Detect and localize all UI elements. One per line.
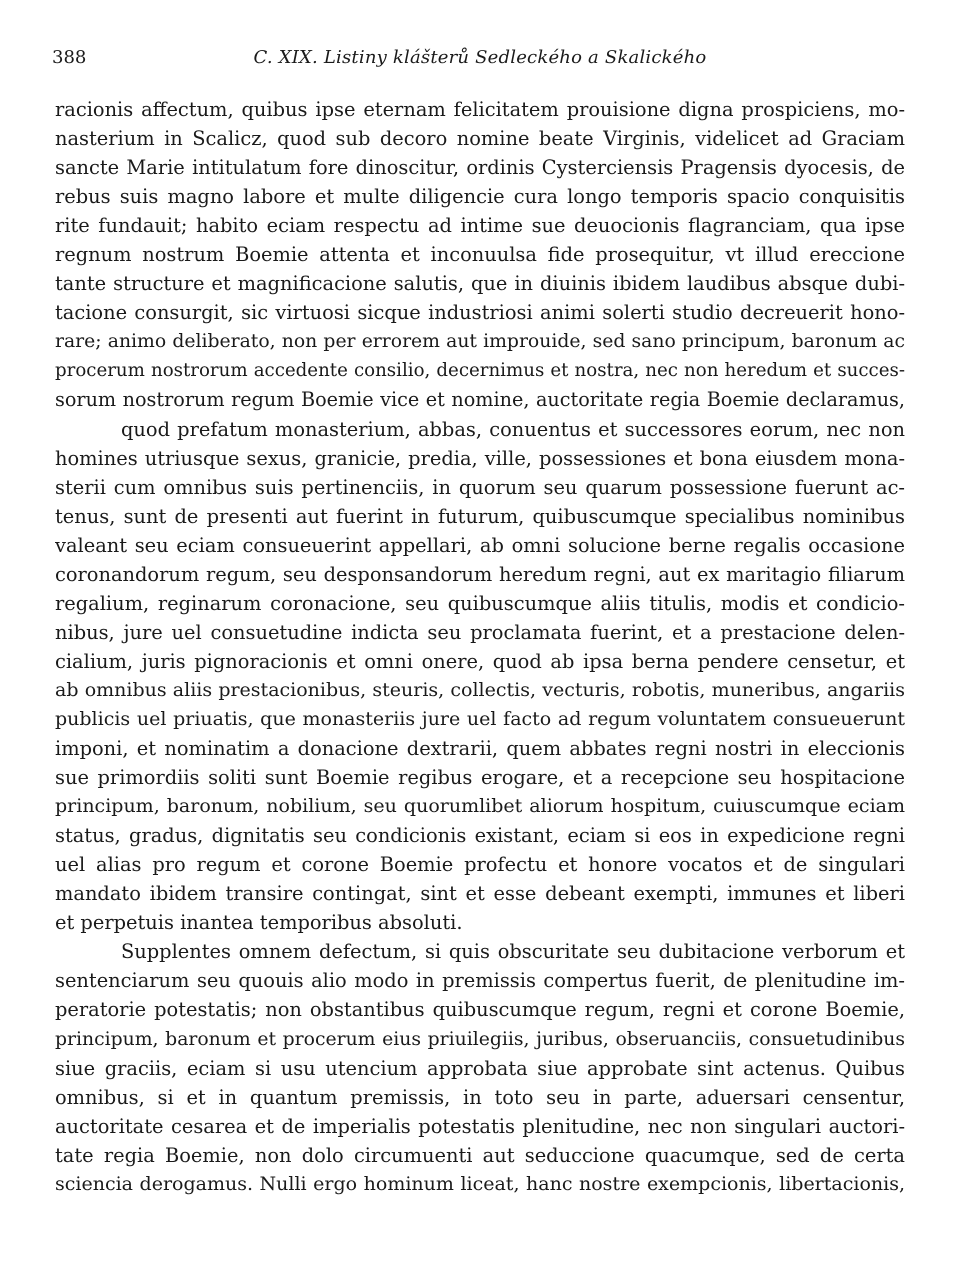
text-line: cialium, juris pignoracionis et omni onere, quod ab ipsa berna pendere censetur, et bbox=[55, 649, 905, 673]
text-line: Supplentes omnem defectum, si quis obscuritate seu dubitacione verborum et bbox=[121, 940, 905, 964]
text-line: tacione consurgit, sic virtuosi sicque industriosi animi solerti studio decreuerit hono- bbox=[55, 301, 905, 325]
text-line: auctoritate cesarea et de imperialis potestatis plenitudine, nec non singulari auctori- bbox=[55, 1114, 905, 1138]
text-line: tenus, sunt de presenti aut fuerint in futurum, quibuscumque specialibus nominibus bbox=[55, 504, 905, 528]
text-line: nasterium in Scalicz, quod sub decoro nomine beate Virginis, videlicet ad Graciam bbox=[55, 127, 905, 151]
text-line: tate regia Boemie, non dolo circumuenti aut seduccione quacumque, sed de certa bbox=[55, 1143, 905, 1167]
body-text bbox=[55, 95, 905, 1199]
text-line: imponi, et nominatim a donacione dextrarii, quem abbates regni nostri in eleccionis bbox=[55, 737, 905, 761]
text-line: quod prefatum monasterium, abbas, conuentus et successores eorum, nec non bbox=[121, 417, 905, 441]
text-line: rare; animo deliberato, non per errorem aut improuide, sed sano principum, baronum ac bbox=[55, 331, 905, 353]
text-line: valeant seu eciam consueuerint appellari, ab omni solucione berne regalis occasione bbox=[55, 533, 905, 557]
text-line: uel alias pro regum et corone Boemie profectu et honore vocatos et de singulari bbox=[55, 853, 905, 877]
text-line: omnibus, si et in quantum premissis, in toto seu in parte, aduersari censentur, bbox=[55, 1085, 905, 1109]
text-line: sciencia derogamus. Nulli ergo hominum liceat, hanc nostre exempcionis, libertacionis, bbox=[55, 1172, 905, 1195]
text-line: sue primordiis soliti sunt Boemie regibus erogare, et a recepcione seu hospitacione bbox=[55, 766, 905, 790]
text-line: mandato ibidem transire contingat, sint et esse debeant exempti, immunes et liberi bbox=[55, 882, 905, 906]
text-line: rite fundauit; habito eciam respectu ad intime sue deuocionis flagranciam, qua ipse bbox=[55, 214, 905, 238]
text-line: principum, baronum, nobilium, seu quorumlibet aliorum hospitum, cuiuscumque eciam bbox=[55, 795, 905, 818]
text-line: sorum nostrorum regum Boemie vice et nomine, auctoritate regia Boemie declaramus, bbox=[55, 388, 905, 412]
text-line: publicis uel priuatis, que monasteriis jure uel facto ad regum voluntatem consueuerunt bbox=[55, 707, 905, 730]
text-line: coronandorum regum, seu desponsandorum heredum regni, aut ex maritagio filiarum bbox=[55, 562, 905, 586]
text-line: siue graciis, eciam si usu utencium approbata siue approbate sint actenus. Quibus bbox=[55, 1056, 905, 1080]
text-line: sancte Marie intitulatum fore dinoscitur, ordinis Cysterciensis Pragensis dyocesis, de bbox=[55, 156, 905, 180]
text-line: et perpetuis inantea temporibus absoluti. bbox=[55, 911, 463, 935]
text-line: principum, baronum et procerum eius priuilegiis, juribus, obseruanciis, consuetudinibus bbox=[55, 1028, 905, 1050]
text-line: nibus, jure uel consuetudine indicta seu proclamata fuerint, et a prestacione delen- bbox=[55, 620, 905, 644]
text-line: procerum nostrorum accedente consilio, decernimus et nostra, nec non heredum et succes- bbox=[55, 360, 905, 382]
text-line: ab omnibus aliis prestacionibus, steuris, collectis, vecturis, robotis, muneribus, angariis bbox=[55, 678, 905, 701]
running-title: C. XIX. Listiny klášterů Sedleckého a Skalického bbox=[253, 47, 707, 68]
text-line: rebus suis magno labore et multe diligencie cura longo temporis spacio conquisitis bbox=[55, 185, 905, 209]
text-line: racionis affectum, quibus ipse eternam felicitatem prouisione digna prospiciens, mo- bbox=[55, 98, 905, 121]
text-line: homines utriusque sexus, granicie, predia, ville, possessiones et bona eiusdem mona- bbox=[55, 446, 905, 470]
text-line: peratorie potestatis; non obstantibus quibuscumque regum, regni et corone Boemie, bbox=[55, 998, 905, 1022]
text-line: tante structure et magnificacione salutis, que in diuinis ibidem laudibus absque dubi- bbox=[55, 272, 905, 296]
text-line: sentenciarum seu quouis alio modo in premissis compertus fuerit, de plenitudine im- bbox=[55, 969, 905, 993]
text-line: status, gradus, dignitatis seu condicionis existant, eciam si eos in expedicione regni bbox=[55, 824, 905, 848]
text-line: sterii cum omnibus suis pertinenciis, in quorum seu quarum possessione fuerunt ac- bbox=[55, 475, 905, 499]
text-line: regalium, reginarum coronacione, seu quibuscumque aliis titulis, modis et condicio- bbox=[55, 591, 905, 615]
text-line: regnum nostrum Boemie attenta et inconuulsa fide prosequitur, vt illud ereccione bbox=[55, 243, 905, 267]
page-number: 388 bbox=[52, 47, 87, 68]
